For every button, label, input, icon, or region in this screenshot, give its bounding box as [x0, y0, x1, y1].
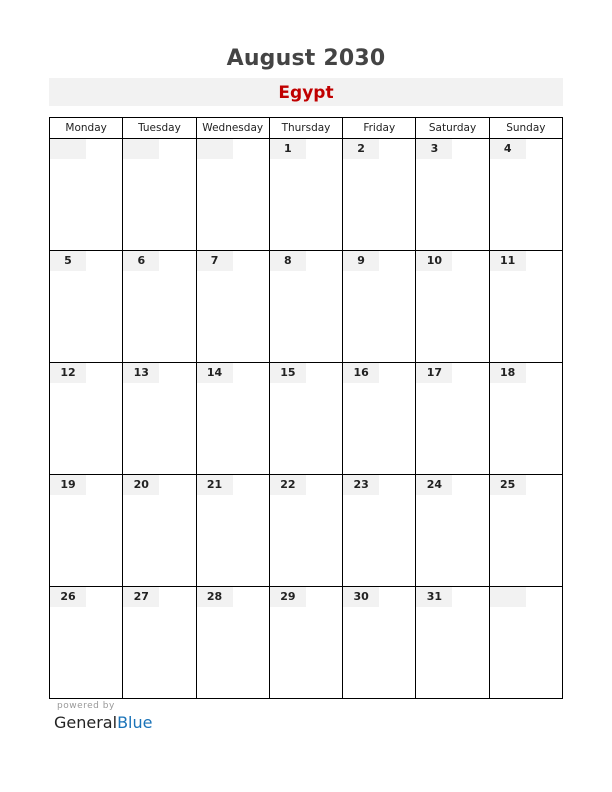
day-number: 19	[50, 475, 86, 495]
week-row	[50, 139, 563, 251]
day-cell	[343, 139, 416, 251]
day-cell	[269, 363, 342, 475]
day-number: 2	[343, 139, 379, 159]
day-number: 6	[123, 251, 159, 271]
weekday-header: Thursday	[269, 118, 342, 139]
day-cell	[196, 251, 269, 363]
day-cell	[50, 251, 123, 363]
day-number: 4	[490, 139, 526, 159]
calendar-title: August 2030	[226, 46, 386, 71]
day-cell	[50, 363, 123, 475]
day-number: 21	[197, 475, 233, 495]
day-cell	[489, 251, 562, 363]
day-cell	[123, 139, 196, 251]
weekday-header: Friday	[343, 118, 416, 139]
day-cell	[343, 363, 416, 475]
day-number: 14	[197, 363, 233, 383]
day-number: 22	[270, 475, 306, 495]
day-cell	[269, 475, 342, 587]
day-number: 9	[343, 251, 379, 271]
brand-logo[interactable]	[54, 713, 152, 732]
day-number: 20	[123, 475, 159, 495]
weekday-header: Sunday	[489, 118, 562, 139]
day-number: 30	[343, 587, 379, 607]
day-number: 26	[50, 587, 86, 607]
week-row	[50, 363, 563, 475]
weekday-header: Saturday	[416, 118, 489, 139]
brand-blue-text: Blue	[117, 713, 153, 732]
day-number: 11	[490, 251, 526, 271]
day-number: 17	[416, 363, 452, 383]
day-number: 29	[270, 587, 306, 607]
weekday-header: Tuesday	[123, 118, 196, 139]
day-cell	[123, 251, 196, 363]
day-cell	[343, 475, 416, 587]
day-number: 18	[490, 363, 526, 383]
day-cell	[416, 363, 489, 475]
day-cell	[196, 475, 269, 587]
day-cell	[50, 475, 123, 587]
day-cell	[269, 251, 342, 363]
day-number: 24	[416, 475, 452, 495]
week-row	[50, 587, 563, 699]
weekday-header-row	[50, 118, 563, 139]
day-cell	[416, 587, 489, 699]
day-cell	[269, 139, 342, 251]
day-number: 1	[270, 139, 306, 159]
day-number: 27	[123, 587, 159, 607]
day-number: 28	[197, 587, 233, 607]
day-number: 3	[416, 139, 452, 159]
day-cell	[343, 587, 416, 699]
day-number: 5	[50, 251, 86, 271]
weekday-header: Monday	[50, 118, 123, 139]
day-number: 16	[343, 363, 379, 383]
day-cell	[50, 139, 123, 251]
day-cell	[269, 587, 342, 699]
day-cell	[123, 363, 196, 475]
day-number: 7	[197, 251, 233, 271]
day-cell	[343, 251, 416, 363]
day-cell	[196, 363, 269, 475]
day-number: 8	[270, 251, 306, 271]
day-cell	[489, 475, 562, 587]
week-row	[50, 251, 563, 363]
day-number: 10	[416, 251, 452, 271]
day-number: 15	[270, 363, 306, 383]
day-number: 12	[50, 363, 86, 383]
day-number: 25	[490, 475, 526, 495]
day-cell	[196, 587, 269, 699]
country-name: Egypt	[278, 83, 334, 103]
day-number: 23	[343, 475, 379, 495]
day-cell	[123, 475, 196, 587]
powered-by-label: powered by	[57, 701, 115, 711]
day-number	[50, 139, 86, 159]
day-cell	[50, 587, 123, 699]
day-cell	[416, 251, 489, 363]
day-number: 31	[416, 587, 452, 607]
day-cell	[123, 587, 196, 699]
day-cell	[416, 139, 489, 251]
brand-general-text: General	[54, 713, 118, 732]
day-number	[197, 139, 233, 159]
day-number: 13	[123, 363, 159, 383]
day-cell	[489, 587, 562, 699]
day-cell	[489, 363, 562, 475]
calendar-grid	[49, 117, 563, 699]
day-cell	[196, 139, 269, 251]
day-cell	[416, 475, 489, 587]
day-number	[490, 587, 526, 607]
week-row	[50, 475, 563, 587]
day-cell	[489, 139, 562, 251]
weekday-header: Wednesday	[196, 118, 269, 139]
day-number	[123, 139, 159, 159]
